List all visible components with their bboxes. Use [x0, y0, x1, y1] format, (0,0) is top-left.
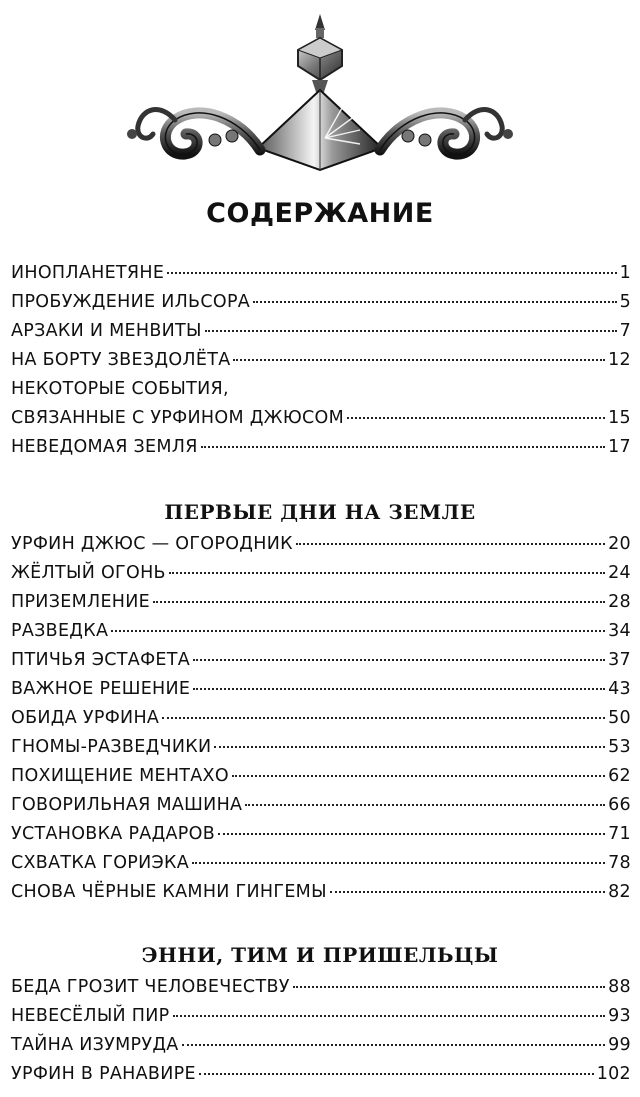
toc-entry[interactable] [11, 882, 631, 911]
toc-section-first-days [11, 534, 631, 911]
toc-entry[interactable] [11, 621, 631, 650]
toc-entry-page: 12 [608, 350, 631, 370]
toc-entry-title: ПРОБУЖДЕНИЕ ИЛЬСОРА [11, 292, 251, 312]
toc-entry-first-line[interactable] [11, 379, 631, 408]
toc-entry-page: 66 [608, 795, 631, 815]
dot-leader [111, 630, 605, 632]
toc-entry-title: ТАЙНА ИЗУМРУДА [11, 1035, 179, 1055]
toc-entry-page: 88 [608, 977, 631, 997]
dot-leader [162, 717, 605, 719]
toc-entry-title: ОБИДА УРФИНА [11, 708, 160, 728]
dot-leader [347, 417, 605, 419]
toc-entry-title: УРФИН ДЖЮС — ОГОРОДНИК [11, 534, 293, 554]
toc-entry[interactable] [11, 292, 631, 321]
dot-leader [173, 1015, 606, 1017]
dot-leader [330, 891, 605, 893]
toc-entry-page: 71 [608, 824, 631, 844]
toc-entry-page: 99 [608, 1035, 631, 1055]
toc-entry[interactable] [11, 408, 631, 437]
toc-entry[interactable] [11, 708, 631, 737]
toc-entry-title: РАЗВЕДКА [11, 621, 109, 641]
toc-entry-page: 15 [608, 408, 631, 428]
toc-entry-title: ПРИЗЕМЛЕНИЕ [11, 592, 151, 612]
toc-entry-page: 37 [608, 650, 631, 670]
toc-entry-title: НА БОРТУ ЗВЕЗДОЛЁТА [11, 350, 231, 370]
dot-leader [214, 746, 605, 748]
toc-entry[interactable] [11, 1064, 631, 1093]
dot-leader [232, 775, 605, 777]
toc-entry-page: 53 [608, 737, 631, 757]
toc-entry[interactable] [11, 824, 631, 853]
dot-leader [153, 601, 605, 603]
toc-entry-page: 78 [608, 853, 631, 873]
dot-leader [253, 301, 616, 303]
toc-entry-page: 28 [608, 592, 631, 612]
toc-entry-title: ГОВОРИЛЬНАЯ МАШИНА [11, 795, 243, 815]
dot-leader [233, 359, 605, 361]
section-heading: ЭННИ, ТИМ И ПРИШЕЛЬЦЫ [141, 943, 499, 967]
toc-entry[interactable] [11, 853, 631, 882]
section-heading: ПЕРВЫЕ ДНИ НА ЗЕМЛЕ [164, 500, 476, 524]
toc-entry-page: 82 [608, 882, 631, 902]
toc-entry-title: НЕВЕСЁЛЫЙ ПИР [11, 1006, 170, 1026]
dot-leader [193, 688, 605, 690]
toc-entry-title: СХВАТКА ГОРИЭКА [11, 853, 190, 873]
dot-leader [205, 330, 617, 332]
dot-leader [296, 543, 605, 545]
toc-entry-page: 50 [608, 708, 631, 728]
toc-entry-title: ПОХИЩЕНИЕ МЕНТАХО [11, 766, 229, 786]
toc-entry[interactable] [11, 737, 631, 766]
toc-entry[interactable] [11, 1035, 631, 1064]
toc-entry[interactable] [11, 650, 631, 679]
toc-entry-page: 102 [596, 1064, 631, 1084]
dot-leader [167, 272, 616, 274]
toc-entry-title: УРФИН В РАНАВИРЕ [11, 1064, 196, 1084]
toc-entry-page: 43 [608, 679, 631, 699]
toc-entry-page: 7 [619, 321, 631, 341]
toc-entry-title: ВАЖНОЕ РЕШЕНИЕ [11, 679, 191, 699]
dot-leader [182, 1044, 606, 1046]
page-title: СОДЕРЖАНИЕ [206, 198, 434, 229]
toc-entry[interactable] [11, 1006, 631, 1035]
toc-entry-title: ЖЁЛТЫЙ ОГОНЬ [11, 563, 166, 583]
crown-ornament-icon [120, 8, 520, 178]
toc-entry[interactable] [11, 437, 631, 466]
dot-leader [169, 572, 605, 574]
toc-section-main [11, 263, 631, 466]
toc-entry-title: НЕВЕДОМАЯ ЗЕМЛЯ [11, 437, 198, 457]
toc-entry-page: 20 [608, 534, 631, 554]
toc-entry-title: БЕДА ГРОЗИТ ЧЕЛОВЕЧЕСТВУ [11, 977, 290, 997]
toc-entry[interactable] [11, 321, 631, 350]
toc-entry-title: ГНОМЫ-РАЗВЕДЧИКИ [11, 737, 212, 757]
toc-entry-title: ПТИЧЬЯ ЭСТАФЕТА [11, 650, 191, 670]
toc-entry-title: СНОВА ЧЁРНЫЕ КАМНИ ГИНГЕМЫ [11, 882, 327, 902]
toc-entry-page: 17 [608, 437, 631, 457]
toc-entry-page: 5 [619, 292, 631, 312]
toc-entry-page: 62 [608, 766, 631, 786]
toc-entry[interactable] [11, 795, 631, 824]
toc-entry-title: СВЯЗАННЫЕ С УРФИНОМ ДЖЮСОМ [11, 408, 345, 428]
dot-leader [199, 1073, 594, 1075]
toc-entry[interactable] [11, 563, 631, 592]
toc-entry[interactable] [11, 534, 631, 563]
toc-entry-title: АРЗАКИ И МЕНВИТЫ [11, 321, 202, 341]
toc-section-annie-tim [11, 977, 631, 1093]
toc-entry-title: УСТАНОВКА РАДАРОВ [11, 824, 216, 844]
toc-entry[interactable] [11, 592, 631, 621]
toc-entry-page: 1 [619, 263, 631, 283]
toc-entry-page: 34 [608, 621, 631, 641]
toc-entry-page: 93 [608, 1006, 631, 1026]
dot-leader [218, 833, 605, 835]
dot-leader [201, 446, 605, 448]
dot-leader [192, 862, 605, 864]
toc-entry-title-line1: НЕКОТОРЫЕ СОБЫТИЯ, [11, 379, 229, 399]
dot-leader [293, 986, 605, 988]
toc-entry-title: ИНОПЛАНЕТЯНЕ [11, 263, 165, 283]
toc-entry[interactable] [11, 766, 631, 795]
toc-entry-page: 24 [608, 563, 631, 583]
toc-entry[interactable] [11, 977, 631, 1006]
toc-entry[interactable] [11, 350, 631, 379]
dot-leader [193, 659, 605, 661]
toc-entry[interactable] [11, 263, 631, 292]
dot-leader [245, 804, 605, 806]
toc-entry[interactable] [11, 679, 631, 708]
